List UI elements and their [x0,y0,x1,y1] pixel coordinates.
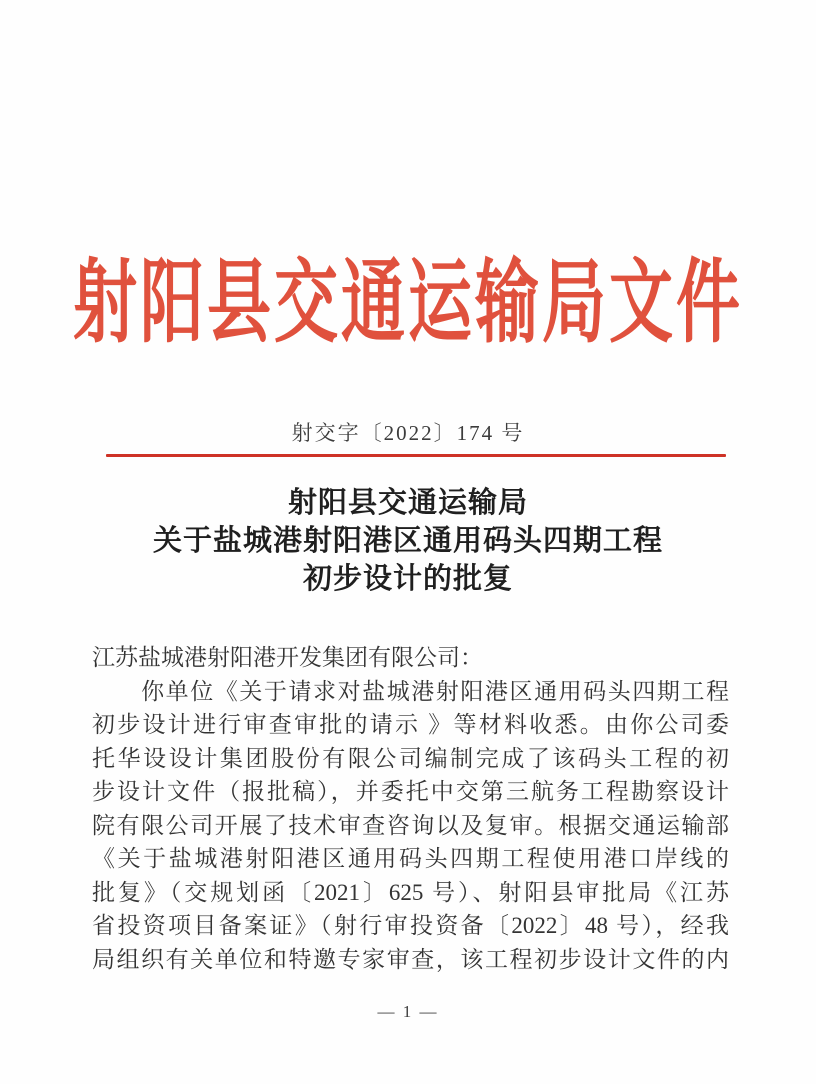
body-line: 批复》（交规划函〔2021〕625 号）、射阳县审批局《江苏 [92,879,729,905]
body-line: 省投资项目备案证》（射行审投资备〔2022〕48 号），经我 [92,913,729,938]
body-line: 你单位《关于请求对盐城港射阳港区通用码头四期工程 [92,678,729,704]
body-line: 步设计文件（报批稿），并委托中交第三航务工程勘察设计 [92,779,729,804]
document-title-line-3: 初步设计的批复 [302,563,513,595]
body-line: 局组织有关单位和特邀专家审查，该工程初步设计文件的内 [92,946,729,972]
body-line: 《关于盐城港射阳港区通用码头四期工程使用港口岸线的 [92,846,729,871]
page-number: — 1 — [377,1002,439,1021]
agency-banner-title: 射阳县交通运输局文件 [73,252,743,354]
document-title-line-2: 关于盐城港射阳港区通用码头四期工程 [152,525,663,557]
document-title-line-1: 射阳县交通运输局 [287,487,528,519]
document-body [92,641,729,976]
body-line: 院有限公司开展了技术审查咨询以及复审。根据交通运输部 [92,812,729,838]
recipient-salutation: 江苏盐城港射阳港开发集团有限公司： [92,645,483,670]
body-line: 托华设设计集团股份有限公司编制完成了该码头工程的初 [92,745,729,771]
document-title [0,484,816,598]
body-line: 初步设计进行审查审批的请示 》等材料收悉。由你公司委 [92,712,729,737]
red-divider-line [106,454,726,457]
document-number: 射交字〔2022〕174 号 [291,421,525,445]
